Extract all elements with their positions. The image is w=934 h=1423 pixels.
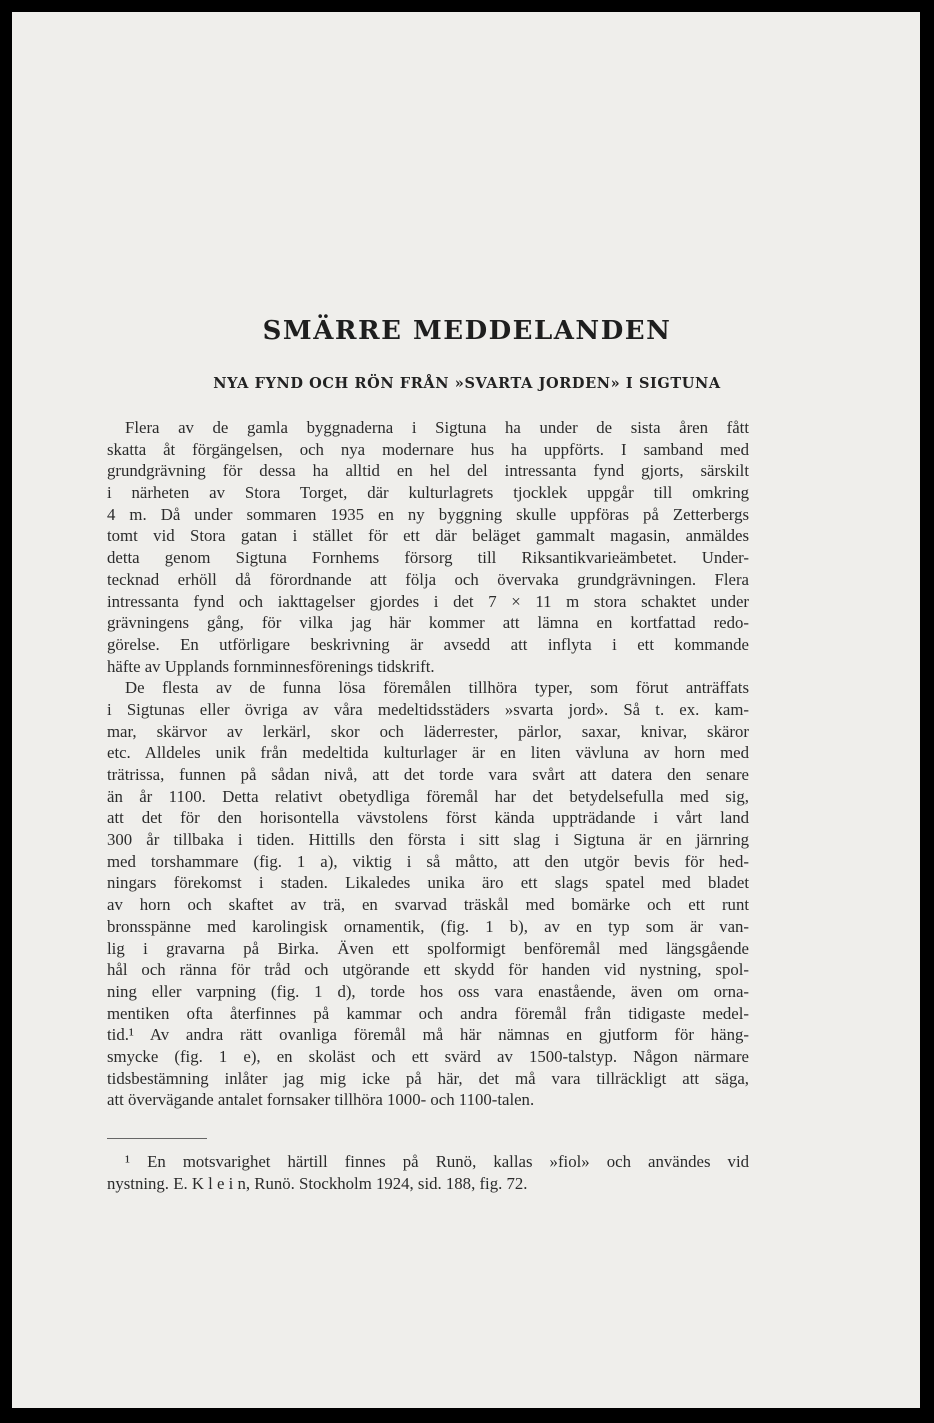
footnote-line: ¹ En motsvarighet härtill finnes på Runö, kallas »fiol» och användes vid bbox=[125, 1152, 749, 1171]
text-line: bronsspänne med karolingisk ornamentik, (fig. 1 b), av en typ som är van- bbox=[107, 916, 749, 936]
text-line: av horn och skaftet av trä, en svarvad träskål med bomärke och ett runt bbox=[107, 895, 749, 915]
text-line: smycke (fig. 1 e), en skoläst och ett svärd av 1500-talstyp. Någon närmare bbox=[107, 1046, 749, 1066]
footnote bbox=[107, 1151, 749, 1194]
text-line: intressanta fynd och iakttagelser gjordes i det 7 × 11 m stora schaktet under bbox=[107, 591, 749, 611]
text-line: Flera av de gamla byggnaderna i Sigtuna ha under de sista åren fått bbox=[125, 418, 749, 437]
text-line: med torshammare (fig. 1 a), viktig i så måtto, att den utgör bevis för hed- bbox=[107, 851, 749, 871]
text-line: i Sigtunas eller övriga av våra medeltidsstäders »svarta jord». Så t. ex. kam- bbox=[107, 699, 749, 719]
footnote-divider bbox=[107, 1138, 207, 1139]
text-line: ningars förekomst i staden. Likaledes unika äro ett slags spatel med bladet bbox=[107, 873, 749, 893]
article-heading: NYA FYND OCH RÖN FRÅN »SVARTA JORDEN» I SIGTUNA bbox=[213, 375, 721, 392]
footnote-line: nystning. E. K l e i n, Runö. Stockholm 1924, sid. 188, fig. 72. bbox=[107, 1173, 528, 1193]
text-line: i närheten av Stora Torget, där kulturlagrets tjocklek uppgår till omkring bbox=[107, 483, 749, 503]
text-line: grävningens gång, för vilka jag här kommer att lämna en kortfattad redo- bbox=[107, 613, 749, 633]
text-line: tid.¹ Av andra rätt ovanliga föremål må här nämnas en gjutform för häng- bbox=[107, 1025, 749, 1045]
text-line: mar, skärvor av lerkärl, skor och läderrester, pärlor, saxar, knivar, skäror bbox=[107, 721, 749, 741]
text-line: trätrissa, funnen på sådan nivå, att det torde vara svårt att datera den senare bbox=[107, 765, 749, 784]
text-line: ning eller varpning (fig. 1 d), torde hos oss vara enastående, även om orna- bbox=[107, 981, 749, 1001]
text-line: häfte av Upplands fornminnesförenings tidskrift. bbox=[107, 656, 435, 676]
text-line: lig i gravarna på Birka. Även ett spolformigt benföremål med längsgående bbox=[107, 938, 749, 958]
text-line: skatta åt förgängelsen, och nya modernare hus ha uppförts. I samband med bbox=[107, 439, 749, 459]
text-line: etc. Alldeles unik från medeltida kulturlager är en liten vävluna av horn med bbox=[107, 743, 749, 763]
text-line: görelse. En utförligare beskrivning är avsedd att inflyta i ett kommande bbox=[107, 634, 749, 654]
text-line: än år 1100. Detta relativt obetydliga föremål har det betydelsefulla med sig, bbox=[107, 786, 749, 806]
page-title: SMÄRRE MEDDELANDEN bbox=[262, 316, 672, 346]
text-line: De flesta av de funna lösa föremålen tillhöra typer, som förut anträffats bbox=[125, 678, 749, 698]
text-line: tidsbestämning inlåter jag mig icke på här, det må vara tillräckligt att säga, bbox=[107, 1068, 749, 1088]
text-line: grundgrävning för dessa ha alltid en hel del intressanta fynd gjorts, särskilt bbox=[107, 461, 749, 481]
text-line: tecknad erhöll då förordnande att följa och övervaka grundgrävningen. Flera bbox=[107, 569, 749, 589]
article-body bbox=[107, 417, 749, 1111]
text-line: detta genom Sigtuna Fornhems försorg till Riksantikvarieämbetet. Under- bbox=[107, 548, 749, 568]
text-line: mentiken ofta återfinnes på kammar och andra föremål från tidigaste medel- bbox=[107, 1003, 749, 1023]
text-line: 4 m. Då under sommaren 1935 en ny byggning skulle uppföras på Zetterbergs bbox=[107, 504, 749, 524]
text-line: hål och ränna för tråd och utgörande ett skydd för handen vid nystning, spol- bbox=[107, 960, 749, 980]
text-line: att det för den horisontella vävstolens först kända uppträdande i vårt land bbox=[107, 808, 749, 828]
text-line: 300 år tillbaka i tiden. Hittills den första i sitt slag i Sigtuna är en järnring bbox=[107, 830, 749, 850]
text-line: tomt vid Stora gatan i stället för ett där beläget gammalt magasin, anmäldes bbox=[107, 526, 749, 546]
text-line: att övervägande antalet fornsaker tillhöra 1000- och 1100-talen. bbox=[107, 1090, 535, 1110]
